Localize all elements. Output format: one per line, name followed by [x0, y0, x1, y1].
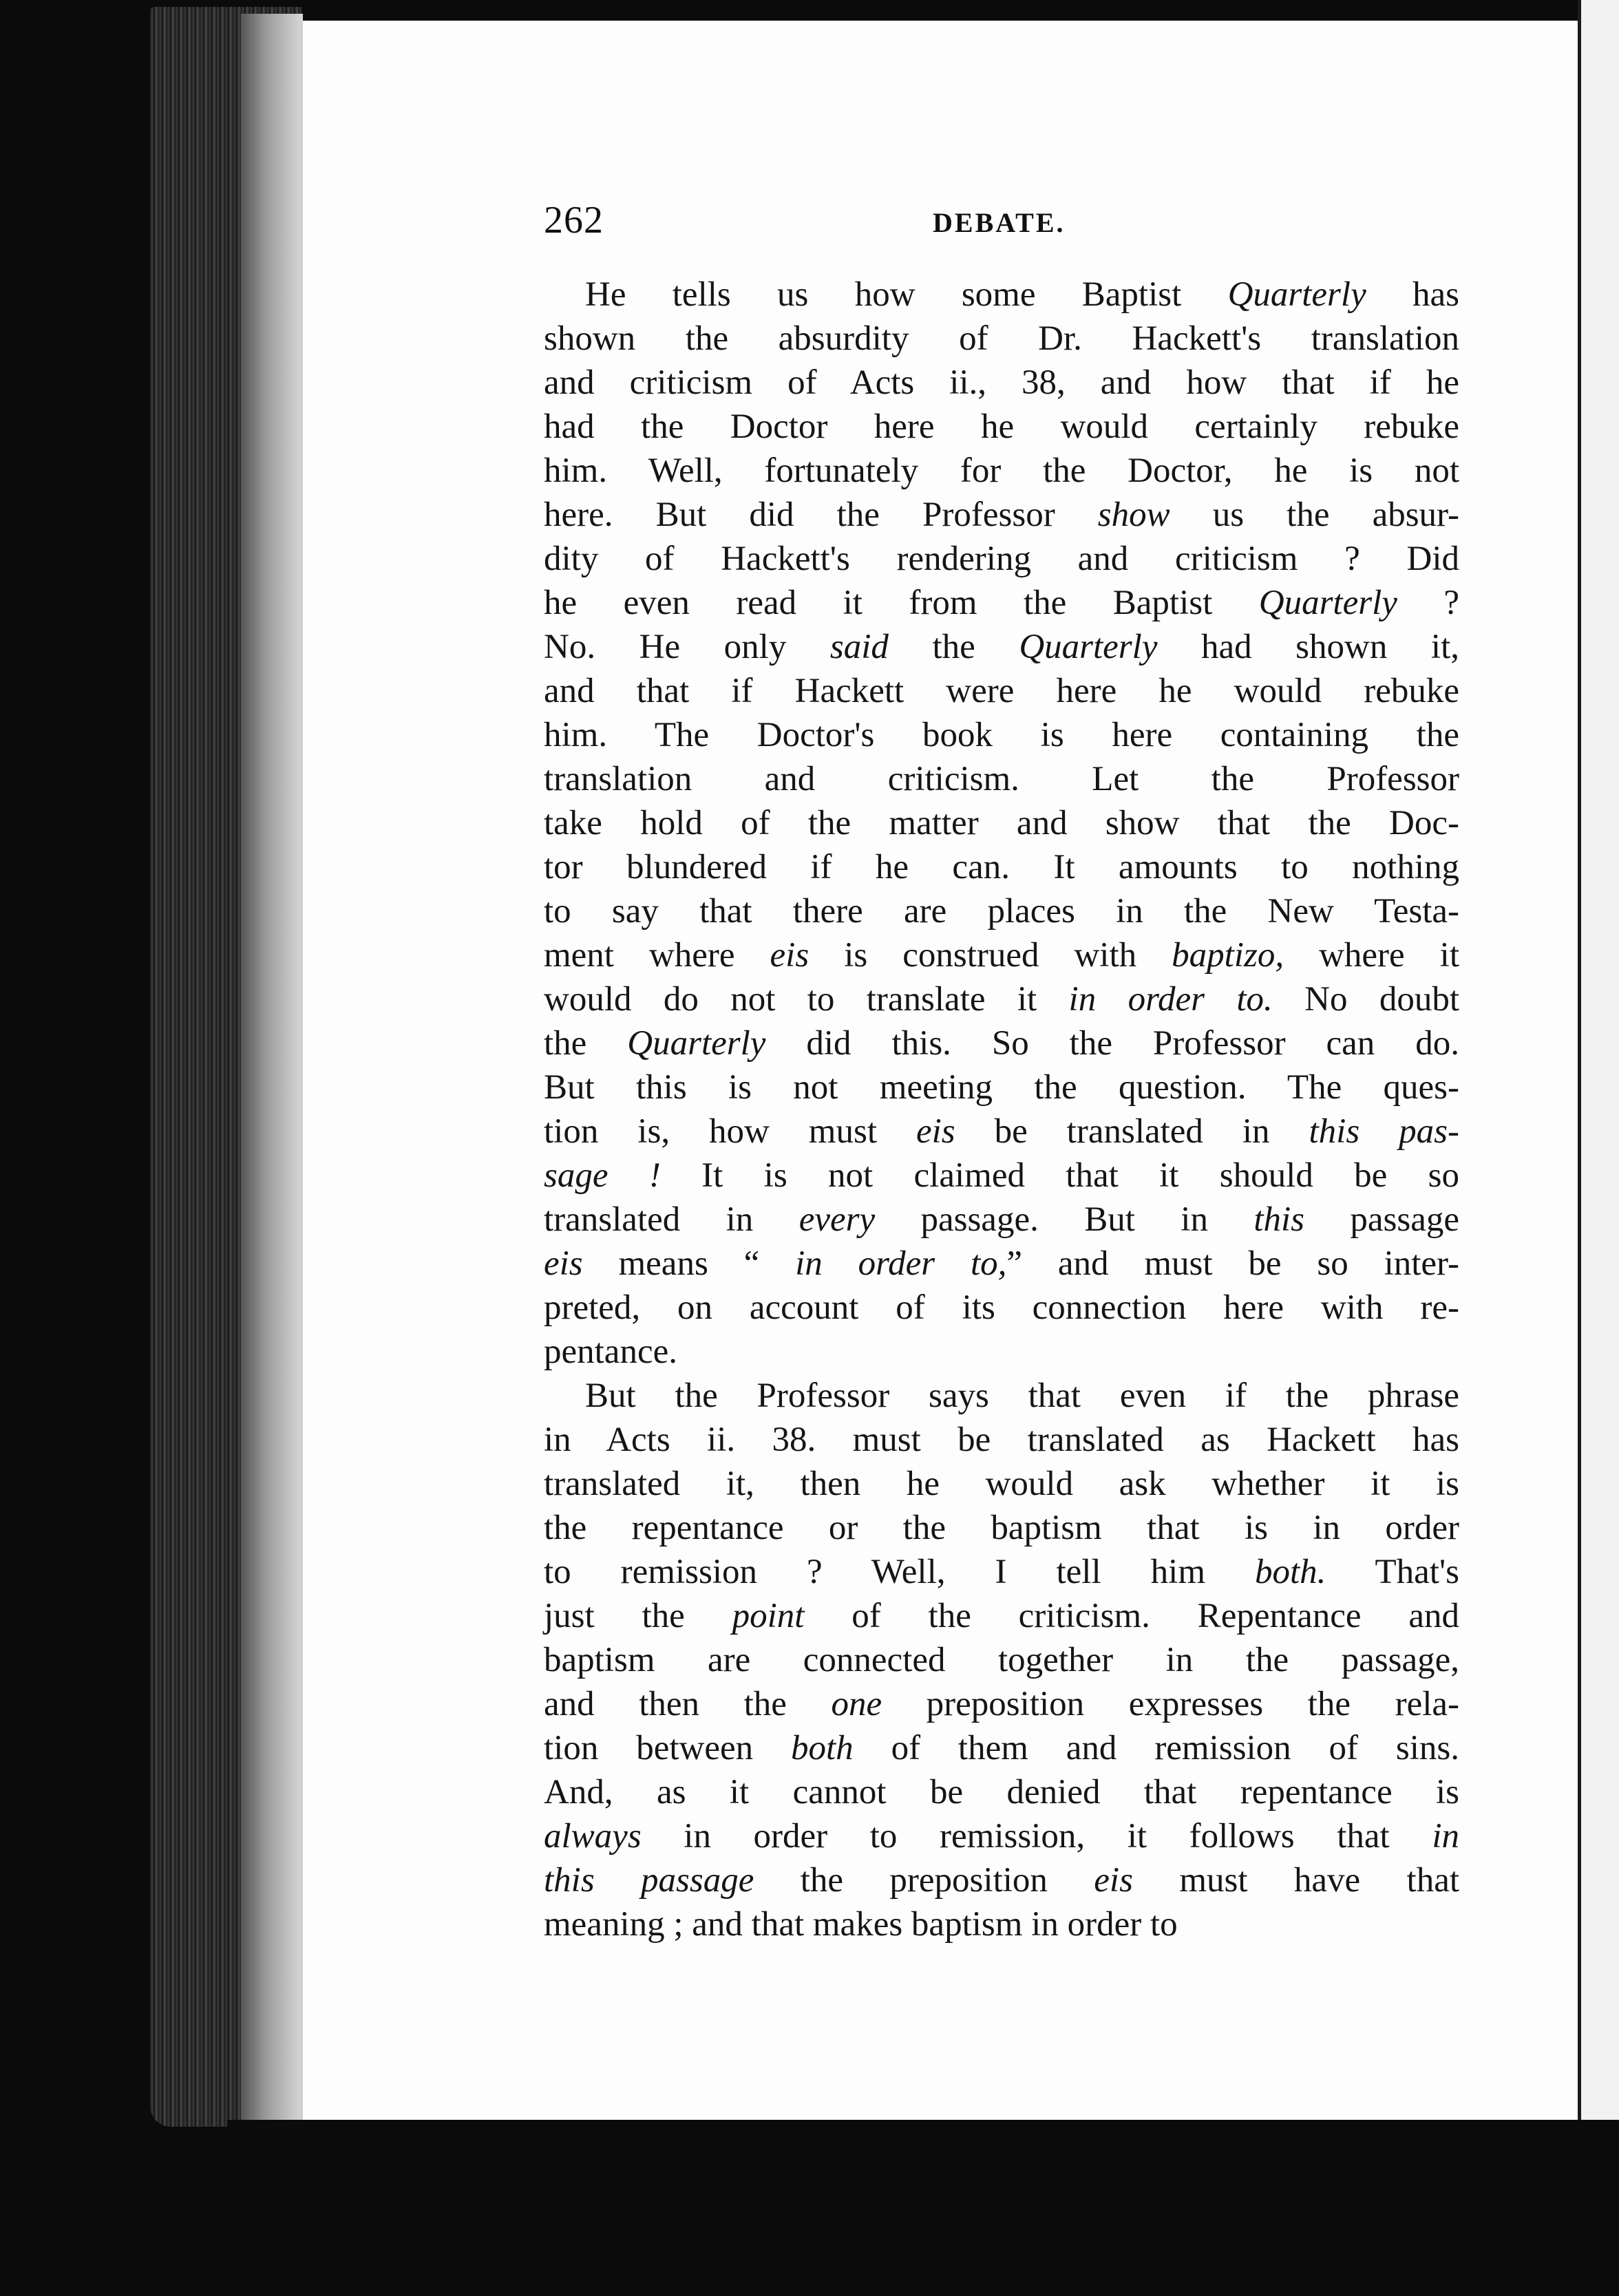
- text-run: the repentance or the baptism that is in order: [544, 1509, 1459, 1547]
- text-run: ment where: [544, 936, 770, 975]
- paragraph: [544, 1374, 1459, 1946]
- text-line: [544, 669, 1459, 713]
- text-run: tion between: [544, 1729, 792, 1767]
- text-run: him. The Doctor's book is here containing the: [544, 716, 1459, 754]
- page-header: [544, 198, 1459, 246]
- text-run: he even read it from the Baptist: [544, 584, 1259, 622]
- italic-text: this passage: [544, 1861, 754, 1900]
- text-line: [544, 977, 1459, 1021]
- page-number: 262: [544, 199, 604, 242]
- italic-text: every: [798, 1200, 876, 1239]
- text-line: [544, 1594, 1459, 1638]
- italic-text: point: [732, 1597, 805, 1635]
- facing-page-edge: [1578, 0, 1619, 2296]
- text-run: to remission ? Well, I tell him: [544, 1553, 1255, 1591]
- text-run: take hold of the matter and show that the Doc-: [544, 804, 1459, 842]
- text-line: [544, 1506, 1459, 1550]
- text-run: means “: [582, 1244, 796, 1283]
- text-line: [544, 361, 1459, 405]
- text-run: and that if Hackett were here he would rebuke: [544, 672, 1459, 710]
- italic-text: both: [791, 1729, 854, 1767]
- text-run: to say that there are places in the New Testa-: [544, 892, 1459, 931]
- text-line: [544, 845, 1459, 889]
- text-line: [544, 537, 1459, 581]
- italic-text: eis: [1094, 1861, 1133, 1900]
- text-line: [544, 1198, 1459, 1242]
- italic-text: baptizo,: [1172, 936, 1284, 975]
- text-run: translated in: [544, 1200, 799, 1239]
- text-run: And, as it cannot be denied that repentance is: [544, 1773, 1459, 1811]
- text-line: [544, 933, 1459, 977]
- background-shadow: [227, 2120, 1619, 2296]
- italic-text: Quarterly: [1258, 584, 1397, 622]
- italic-text: Quarterly: [1227, 275, 1366, 314]
- text-run: But this is not meeting the question. The ques-: [544, 1068, 1459, 1107]
- text-run: just the: [544, 1597, 732, 1635]
- text-run: No doubt: [1272, 980, 1459, 1019]
- text-run: preposition expresses the rela-: [882, 1685, 1460, 1723]
- text-line: [544, 581, 1459, 625]
- text-line: [544, 1902, 1459, 1946]
- text-line: [544, 405, 1459, 449]
- text-run: him. Well, fortunately for the Doctor, he is not: [544, 451, 1459, 490]
- text-run: shown the absurdity of Dr. Hackett's translation: [544, 319, 1459, 358]
- text-run: in Acts ii. 38. must be translated as Hackett has: [544, 1421, 1459, 1459]
- text-line: [544, 1770, 1459, 1814]
- text-run: the: [544, 1024, 628, 1063]
- text-run: That's: [1326, 1553, 1460, 1591]
- text-run: baptism are connected together in the passage,: [544, 1641, 1459, 1679]
- italic-text: show: [1097, 496, 1170, 534]
- italic-text: said: [829, 628, 889, 666]
- italic-text: Quarterly: [1019, 628, 1158, 666]
- text-run: had the Doctor here he would certainly rebuke: [544, 407, 1459, 446]
- text-line: [544, 713, 1459, 757]
- italic-text: in: [1432, 1817, 1459, 1856]
- text-run: tion is, how must: [544, 1112, 916, 1151]
- text-run: in order to remission, it follows that: [641, 1817, 1432, 1856]
- text-line: [544, 273, 1459, 317]
- text-line: [544, 1065, 1459, 1109]
- text-line: [544, 493, 1459, 537]
- text-run: tor blundered if he can. It amounts to nothing: [544, 848, 1459, 886]
- italic-text: eis: [916, 1112, 955, 1151]
- text-run: must have that: [1132, 1861, 1459, 1900]
- italic-text: Quarterly: [627, 1024, 766, 1063]
- text-run: of them and remission of sins.: [853, 1729, 1459, 1767]
- text-run: has: [1366, 275, 1459, 314]
- italic-text: this: [1253, 1200, 1305, 1239]
- text-run: translated it, then he would ask whether it is: [544, 1465, 1459, 1503]
- book-gutter: [241, 14, 303, 2120]
- text-run: the preposition: [754, 1861, 1094, 1900]
- text-run: It is not claimed that it should be so: [660, 1156, 1459, 1195]
- text-run: and then the: [544, 1685, 832, 1723]
- text-line: [544, 1154, 1459, 1198]
- text-line: [544, 1726, 1459, 1770]
- text-line: [544, 1286, 1459, 1330]
- text-line: [544, 757, 1459, 801]
- text-line: [544, 1814, 1459, 1858]
- text-run: translation and criticism. Let the Professor: [544, 760, 1459, 798]
- text-line: [544, 1462, 1459, 1506]
- text-line: [544, 1682, 1459, 1726]
- text-line: [544, 1550, 1459, 1594]
- text-run: where it: [1284, 936, 1459, 975]
- text-line: [544, 1021, 1459, 1065]
- text-run: preted, on account of its connection here with re-: [544, 1288, 1459, 1327]
- text-run: passage: [1304, 1200, 1459, 1239]
- body-text: [544, 273, 1459, 1946]
- text-line: [544, 801, 1459, 845]
- text-run: But the Professor says that even if the phrase: [585, 1376, 1459, 1415]
- text-line: [544, 1109, 1459, 1154]
- text-line: [544, 1242, 1459, 1286]
- text-run: the: [888, 628, 1019, 666]
- text-line: [544, 1638, 1459, 1682]
- italic-text: both.: [1255, 1553, 1326, 1591]
- running-head: DEBATE.: [933, 207, 1066, 238]
- italic-text: this pas-: [1309, 1112, 1459, 1151]
- text-line: [544, 1418, 1459, 1462]
- text-run: of the criticism. Repentance and: [804, 1597, 1459, 1635]
- text-run: had shown it,: [1157, 628, 1460, 666]
- text-run: here. But did the Professor: [544, 496, 1098, 534]
- text-line: [544, 1374, 1459, 1418]
- text-line: [544, 625, 1459, 669]
- text-run: pentance.: [544, 1332, 677, 1371]
- text-run: No. He only: [544, 628, 830, 666]
- italic-text: in order to.: [1068, 980, 1273, 1019]
- text-run: did this. So the Professor can do.: [765, 1024, 1459, 1063]
- text-run: He tells us how some Baptist: [585, 275, 1228, 314]
- text-line: [544, 1858, 1459, 1902]
- italic-text: in order to,: [795, 1244, 1007, 1283]
- text-run: passage. But in: [875, 1200, 1254, 1239]
- text-run: dity of Hackett's rendering and criticism ? Did: [544, 540, 1459, 578]
- text-run: us the absur-: [1170, 496, 1459, 534]
- text-run: ?: [1397, 584, 1459, 622]
- text-run: be translated in: [955, 1112, 1309, 1151]
- text-run: and criticism of Acts ii., 38, and how that if he: [544, 363, 1459, 402]
- text-run: is construed with: [809, 936, 1172, 975]
- italic-text: sage !: [544, 1156, 661, 1195]
- paragraph: [544, 273, 1459, 1374]
- italic-text: eis: [544, 1244, 583, 1283]
- text-line: [544, 449, 1459, 493]
- text-run: meaning ; and that makes baptism in order to: [544, 1905, 1178, 1944]
- text-line: [544, 317, 1459, 361]
- text-line: [544, 1330, 1459, 1374]
- italic-text: eis: [770, 936, 810, 975]
- italic-text: one: [831, 1685, 882, 1723]
- italic-text: always: [544, 1817, 642, 1856]
- text-line: [544, 889, 1459, 933]
- text-run: would do not to translate it: [544, 980, 1069, 1019]
- text-run: ” and must be so inter-: [1006, 1244, 1459, 1283]
